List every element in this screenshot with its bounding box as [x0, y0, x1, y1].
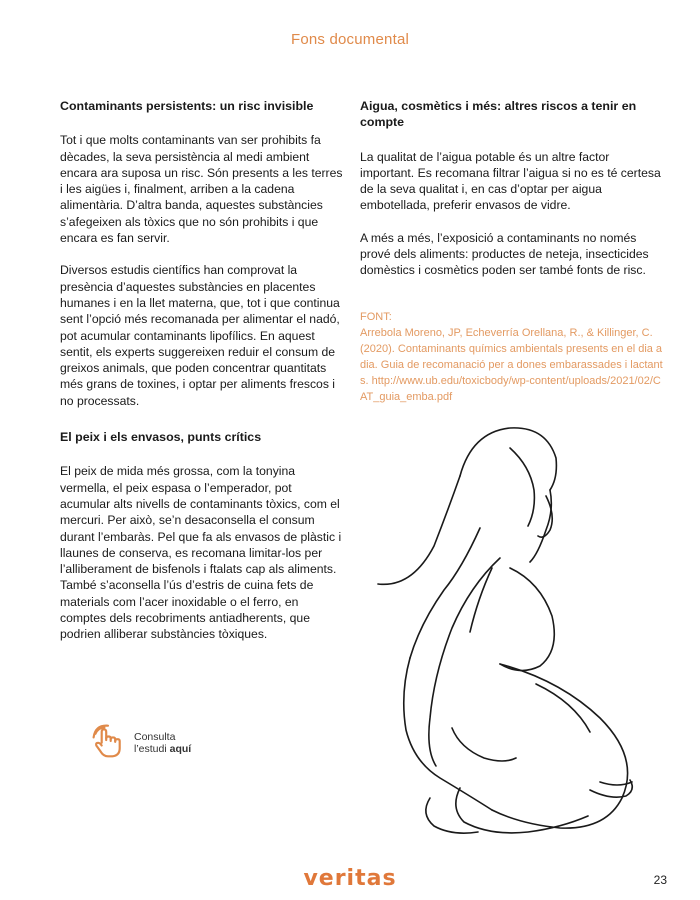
paragraph-water: La qualitat de l’aigua potable és un altre factor important. Es recomana filtrar l’aigua si no es té certesa de la seva qualitat i, en cas d’optar per aigua embotellada, preferir envasos de vidre.	[360, 149, 661, 213]
right-column	[360, 98, 665, 405]
source-text[interactable]: Arrebola Moreno, JP, Echeverría Orellana, R., & Killinger, C. (2020). Contaminants químics ambientals presents en el dia a dia. Guia de recomanació per a dones embarassades i lactants. http://www.ub.edu/toxicbody/wp-content/uploads/2021/02/CAT_guia_emba.pdf	[360, 326, 663, 403]
heading-persistent-contaminants: Contaminants persistents: un risc invisible	[60, 99, 314, 113]
paragraph-studies: Diversos estudis científics han comprovat la presència d’aquestes substàncies en placentes humanes i en la llet materna, que, tot i que continua sent l’opció més recomanada per alimentar el nadó, pot acumular contaminants lipofílics. En aquest sentit, els experts suggereixen reduir el consum de greixos animals, que poden concentrar quantitats més grans de toxines, i optar per aliments frescos i no processats.	[60, 263, 340, 408]
veritas-logo: veritas	[303, 866, 397, 890]
cta-line-1: Consulta	[134, 731, 176, 743]
source-label: FONT:	[360, 310, 392, 323]
heading-water-cosmetics: Aigua, cosmètics i més: altres riscos a tenir en compte	[360, 99, 637, 130]
heading-fish-packaging: El peix i els envasos, punts crítics	[60, 430, 262, 445]
cta-link[interactable]: aquí	[169, 743, 192, 755]
paragraph-persistence: Tot i que molts contaminants van ser prohibits fa dècades, la seva persistència al medi ambient encara ara suposa un risc. Són presents a les terres i les aigües i, finalment, arriben a la cadena alimentària. D’altra banda, aquestes substàncies s’afegeixen als tòxics que no són prohibits i que encara es fan servir.	[60, 133, 343, 246]
left-column	[60, 98, 345, 659]
section-title: Fons documental	[290, 31, 410, 48]
cta-line-2: l’estudi	[134, 743, 167, 755]
paragraph-fish: El peix de mida més grossa, com la tonyina vermella, el peix espasa o l’emperador, pot acumular alts nivells de contaminants tòxics, com el mercuri. Per això, se’n desaconsella el consum durant l’embaràs. Pel que fa als envasos de plàstic i llaunes de conserva, es recomana limitar-los per l’alliberament de bisfenols i ftalats cap als aliments. També s’aconsella l’ús d’estris de cuina fets de materials com l’acer inoxidable o el ferro, en comptes dels recobriments antiadherents, que podrien alliberar substàncies tòxiques.	[60, 464, 342, 642]
cta-text[interactable]	[134, 731, 191, 755]
source-citation	[360, 309, 665, 405]
hand-pointer-icon	[90, 723, 126, 759]
page-number: 23	[653, 873, 667, 887]
study-link[interactable]	[90, 723, 191, 759]
pregnant-woman-line-art	[360, 418, 660, 858]
paragraph-exposure: A més a més, l’exposició a contaminants no només prové dels aliments: productes de neteja, insecticides domèstics i cosmètics poden ser també fonts de risc.	[360, 230, 649, 278]
